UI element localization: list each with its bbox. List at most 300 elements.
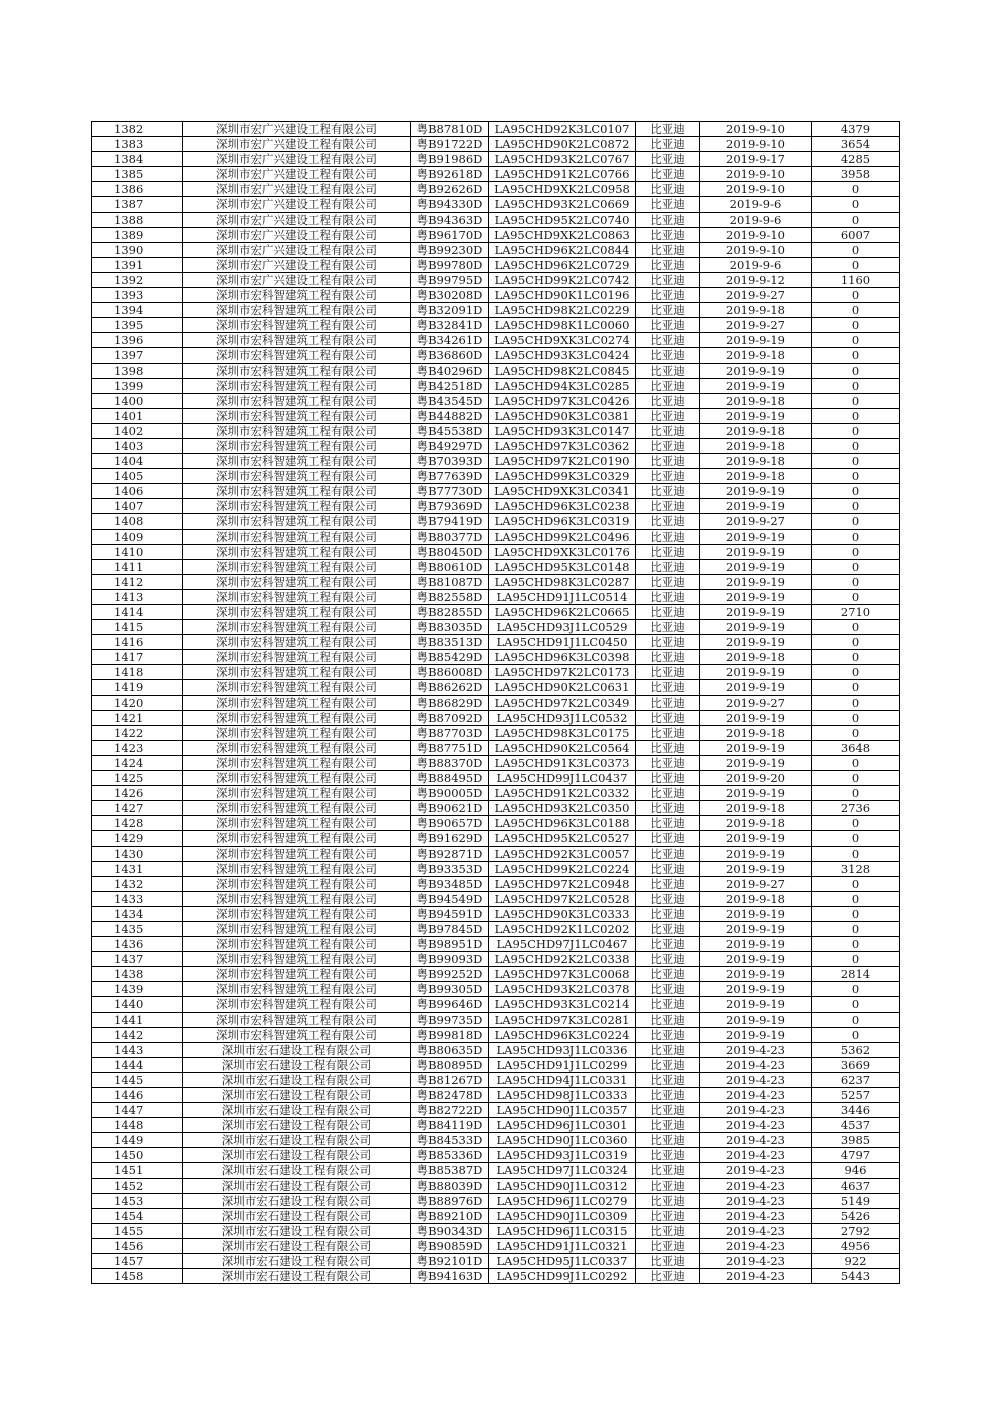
- company-name-cell: 深圳市宏科智建筑工程有限公司: [183, 816, 411, 831]
- company-name-cell: 深圳市宏科智建筑工程有限公司: [183, 801, 411, 816]
- date-cell: 2019-9-19: [700, 529, 812, 544]
- amount-cell: 0: [812, 891, 900, 906]
- brand-cell: 比亚迪: [636, 876, 700, 891]
- date-cell: 2019-9-19: [700, 665, 812, 680]
- amount-cell: 0: [812, 695, 900, 710]
- company-name-cell: 深圳市宏石建设工程有限公司: [183, 1163, 411, 1178]
- date-cell: 2019-9-19: [700, 967, 812, 982]
- date-cell: 2019-4-23: [700, 1193, 812, 1208]
- company-name-cell: 深圳市宏科智建筑工程有限公司: [183, 499, 411, 514]
- table-row: [92, 1088, 900, 1103]
- date-cell: 2019-9-18: [700, 348, 812, 363]
- row-number-cell: 1432: [92, 876, 183, 891]
- table-row: [92, 876, 900, 891]
- date-cell: 2019-4-23: [700, 1103, 812, 1118]
- plate-number-cell: 粤B82722D: [411, 1103, 489, 1118]
- brand-cell: 比亚迪: [636, 771, 700, 786]
- plate-number-cell: 粤B45538D: [411, 423, 489, 438]
- row-number-cell: 1402: [92, 423, 183, 438]
- amount-cell: 3985: [812, 1133, 900, 1148]
- table-row: [92, 589, 900, 604]
- company-name-cell: 深圳市宏科智建筑工程有限公司: [183, 408, 411, 423]
- date-cell: 2019-9-19: [700, 499, 812, 514]
- amount-cell: 0: [812, 982, 900, 997]
- date-cell: 2019-9-19: [700, 861, 812, 876]
- plate-number-cell: 粤B85429D: [411, 650, 489, 665]
- amount-cell: 5149: [812, 1193, 900, 1208]
- table-row: [92, 484, 900, 499]
- vin-cell: LA95CHD91K3LC0373: [489, 755, 636, 770]
- company-name-cell: 深圳市宏科智建筑工程有限公司: [183, 891, 411, 906]
- vin-cell: LA95CHD9XK3LC0341: [489, 484, 636, 499]
- brand-cell: 比亚迪: [636, 167, 700, 182]
- company-name-cell: 深圳市宏广兴建设工程有限公司: [183, 182, 411, 197]
- plate-number-cell: 粤B88976D: [411, 1193, 489, 1208]
- row-number-cell: 1421: [92, 710, 183, 725]
- vin-cell: LA95CHD97K3LC0068: [489, 967, 636, 982]
- date-cell: 2019-9-19: [700, 786, 812, 801]
- vin-cell: LA95CHD93J1LC0336: [489, 1042, 636, 1057]
- vin-cell: LA95CHD98K1LC0060: [489, 318, 636, 333]
- company-name-cell: 深圳市宏科智建筑工程有限公司: [183, 514, 411, 529]
- plate-number-cell: 粤B99252D: [411, 967, 489, 982]
- brand-cell: 比亚迪: [636, 1193, 700, 1208]
- date-cell: 2019-4-23: [700, 1269, 812, 1284]
- company-name-cell: 深圳市宏科智建筑工程有限公司: [183, 635, 411, 650]
- date-cell: 2019-9-27: [700, 695, 812, 710]
- vin-cell: LA95CHD90J1LC0357: [489, 1103, 636, 1118]
- company-name-cell: 深圳市宏石建设工程有限公司: [183, 1193, 411, 1208]
- amount-cell: 0: [812, 288, 900, 303]
- vin-cell: LA95CHD91J1LC0450: [489, 635, 636, 650]
- table-row: [92, 378, 900, 393]
- date-cell: 2019-9-18: [700, 891, 812, 906]
- amount-cell: 3446: [812, 1103, 900, 1118]
- table-row: [92, 846, 900, 861]
- date-cell: 2019-9-10: [700, 242, 812, 257]
- company-name-cell: 深圳市宏广兴建设工程有限公司: [183, 257, 411, 272]
- amount-cell: 0: [812, 952, 900, 967]
- amount-cell: 6007: [812, 227, 900, 242]
- plate-number-cell: 粤B97845D: [411, 921, 489, 936]
- table-row: [92, 333, 900, 348]
- plate-number-cell: 粤B87751D: [411, 740, 489, 755]
- date-cell: 2019-9-19: [700, 544, 812, 559]
- plate-number-cell: 粤B90621D: [411, 801, 489, 816]
- brand-cell: 比亚迪: [636, 906, 700, 921]
- plate-number-cell: 粤B94549D: [411, 891, 489, 906]
- company-name-cell: 深圳市宏科智建筑工程有限公司: [183, 348, 411, 363]
- date-cell: 2019-4-23: [700, 1254, 812, 1269]
- date-cell: 2019-9-19: [700, 378, 812, 393]
- table-row: [92, 1057, 900, 1072]
- vin-cell: LA95CHD92K3LC0107: [489, 122, 636, 137]
- brand-cell: 比亚迪: [636, 333, 700, 348]
- vin-cell: LA95CHD91J1LC0299: [489, 1057, 636, 1072]
- plate-number-cell: 粤B42518D: [411, 378, 489, 393]
- company-name-cell: 深圳市宏科智建筑工程有限公司: [183, 303, 411, 318]
- table-row: [92, 906, 900, 921]
- row-number-cell: 1426: [92, 786, 183, 801]
- amount-cell: 3958: [812, 167, 900, 182]
- vin-cell: LA95CHD90J1LC0309: [489, 1208, 636, 1223]
- plate-number-cell: 粤B84533D: [411, 1133, 489, 1148]
- vin-cell: LA95CHD96K3LC0188: [489, 816, 636, 831]
- brand-cell: 比亚迪: [636, 695, 700, 710]
- row-number-cell: 1391: [92, 257, 183, 272]
- amount-cell: 3654: [812, 137, 900, 152]
- date-cell: 2019-9-19: [700, 1027, 812, 1042]
- company-name-cell: 深圳市宏科智建筑工程有限公司: [183, 665, 411, 680]
- row-number-cell: 1439: [92, 982, 183, 997]
- plate-number-cell: 粤B43545D: [411, 393, 489, 408]
- brand-cell: 比亚迪: [636, 1133, 700, 1148]
- company-name-cell: 深圳市宏科智建筑工程有限公司: [183, 650, 411, 665]
- company-name-cell: 深圳市宏科智建筑工程有限公司: [183, 363, 411, 378]
- company-name-cell: 深圳市宏科智建筑工程有限公司: [183, 423, 411, 438]
- row-number-cell: 1408: [92, 514, 183, 529]
- plate-number-cell: 粤B84119D: [411, 1118, 489, 1133]
- date-cell: 2019-9-19: [700, 605, 812, 620]
- table-row: [92, 423, 900, 438]
- amount-cell: 0: [812, 755, 900, 770]
- plate-number-cell: 粤B36860D: [411, 348, 489, 363]
- brand-cell: 比亚迪: [636, 891, 700, 906]
- plate-number-cell: 粤B88370D: [411, 755, 489, 770]
- amount-cell: 0: [812, 378, 900, 393]
- row-number-cell: 1440: [92, 997, 183, 1012]
- date-cell: 2019-9-27: [700, 514, 812, 529]
- plate-number-cell: 粤B96170D: [411, 227, 489, 242]
- table-row: [92, 499, 900, 514]
- row-number-cell: 1447: [92, 1103, 183, 1118]
- amount-cell: 0: [812, 318, 900, 333]
- date-cell: 2019-4-23: [700, 1223, 812, 1238]
- vin-cell: LA95CHD99J1LC0437: [489, 771, 636, 786]
- table-row: [92, 1269, 900, 1284]
- plate-number-cell: 粤B90657D: [411, 816, 489, 831]
- vin-cell: LA95CHD96J1LC0279: [489, 1193, 636, 1208]
- brand-cell: 比亚迪: [636, 1027, 700, 1042]
- table-row: [92, 695, 900, 710]
- brand-cell: 比亚迪: [636, 1103, 700, 1118]
- vin-cell: LA95CHD92K3LC0057: [489, 846, 636, 861]
- vin-cell: LA95CHD95K2LC0740: [489, 212, 636, 227]
- brand-cell: 比亚迪: [636, 408, 700, 423]
- vehicle-table-body: [92, 122, 900, 1284]
- amount-cell: 0: [812, 197, 900, 212]
- amount-cell: 0: [812, 499, 900, 514]
- plate-number-cell: 粤B82478D: [411, 1088, 489, 1103]
- amount-cell: 5426: [812, 1208, 900, 1223]
- company-name-cell: 深圳市宏科智建筑工程有限公司: [183, 921, 411, 936]
- table-row: [92, 348, 900, 363]
- amount-cell: 0: [812, 454, 900, 469]
- row-number-cell: 1382: [92, 122, 183, 137]
- plate-number-cell: 粤B92101D: [411, 1254, 489, 1269]
- vin-cell: LA95CHD90K3LC0333: [489, 906, 636, 921]
- brand-cell: 比亚迪: [636, 846, 700, 861]
- row-number-cell: 1417: [92, 650, 183, 665]
- brand-cell: 比亚迪: [636, 997, 700, 1012]
- amount-cell: 0: [812, 725, 900, 740]
- table-row: [92, 740, 900, 755]
- company-name-cell: 深圳市宏石建设工程有限公司: [183, 1042, 411, 1057]
- vin-cell: LA95CHD99K2LC0224: [489, 861, 636, 876]
- brand-cell: 比亚迪: [636, 242, 700, 257]
- row-number-cell: 1414: [92, 605, 183, 620]
- vin-cell: LA95CHD90J1LC0360: [489, 1133, 636, 1148]
- date-cell: 2019-9-10: [700, 227, 812, 242]
- row-number-cell: 1435: [92, 921, 183, 936]
- date-cell: 2019-9-18: [700, 816, 812, 831]
- plate-number-cell: 粤B98951D: [411, 937, 489, 952]
- company-name-cell: 深圳市宏科智建筑工程有限公司: [183, 906, 411, 921]
- plate-number-cell: 粤B49297D: [411, 438, 489, 453]
- plate-number-cell: 粤B91629D: [411, 831, 489, 846]
- brand-cell: 比亚迪: [636, 574, 700, 589]
- row-number-cell: 1406: [92, 484, 183, 499]
- vin-cell: LA95CHD96K3LC0238: [489, 499, 636, 514]
- amount-cell: 4379: [812, 122, 900, 137]
- vin-cell: LA95CHD98K2LC0229: [489, 303, 636, 318]
- row-number-cell: 1441: [92, 1012, 183, 1027]
- amount-cell: 0: [812, 544, 900, 559]
- table-row: [92, 438, 900, 453]
- date-cell: 2019-9-18: [700, 303, 812, 318]
- vehicle-table: [91, 121, 900, 1284]
- date-cell: 2019-9-27: [700, 288, 812, 303]
- date-cell: 2019-9-20: [700, 771, 812, 786]
- row-number-cell: 1455: [92, 1223, 183, 1238]
- amount-cell: 3128: [812, 861, 900, 876]
- company-name-cell: 深圳市宏科智建筑工程有限公司: [183, 771, 411, 786]
- amount-cell: 0: [812, 484, 900, 499]
- brand-cell: 比亚迪: [636, 1148, 700, 1163]
- brand-cell: 比亚迪: [636, 227, 700, 242]
- brand-cell: 比亚迪: [636, 348, 700, 363]
- vin-cell: LA95CHD96K3LC0398: [489, 650, 636, 665]
- brand-cell: 比亚迪: [636, 725, 700, 740]
- brand-cell: 比亚迪: [636, 484, 700, 499]
- plate-number-cell: 粤B82855D: [411, 605, 489, 620]
- date-cell: 2019-9-17: [700, 152, 812, 167]
- brand-cell: 比亚迪: [636, 861, 700, 876]
- vin-cell: LA95CHD96J1LC0301: [489, 1118, 636, 1133]
- date-cell: 2019-9-18: [700, 423, 812, 438]
- brand-cell: 比亚迪: [636, 801, 700, 816]
- company-name-cell: 深圳市宏科智建筑工程有限公司: [183, 469, 411, 484]
- amount-cell: 0: [812, 212, 900, 227]
- table-row: [92, 1223, 900, 1238]
- company-name-cell: 深圳市宏科智建筑工程有限公司: [183, 318, 411, 333]
- table-row: [92, 982, 900, 997]
- brand-cell: 比亚迪: [636, 831, 700, 846]
- plate-number-cell: 粤B32091D: [411, 303, 489, 318]
- row-number-cell: 1450: [92, 1148, 183, 1163]
- company-name-cell: 深圳市宏广兴建设工程有限公司: [183, 122, 411, 137]
- amount-cell: 0: [812, 846, 900, 861]
- date-cell: 2019-4-23: [700, 1118, 812, 1133]
- row-number-cell: 1383: [92, 137, 183, 152]
- company-name-cell: 深圳市宏广兴建设工程有限公司: [183, 152, 411, 167]
- row-number-cell: 1393: [92, 288, 183, 303]
- plate-number-cell: 粤B91722D: [411, 137, 489, 152]
- vin-cell: LA95CHD94J1LC0331: [489, 1072, 636, 1087]
- row-number-cell: 1416: [92, 635, 183, 650]
- plate-number-cell: 粤B99735D: [411, 1012, 489, 1027]
- amount-cell: 0: [812, 529, 900, 544]
- date-cell: 2019-9-19: [700, 921, 812, 936]
- amount-cell: 0: [812, 635, 900, 650]
- date-cell: 2019-9-19: [700, 408, 812, 423]
- amount-cell: 4956: [812, 1238, 900, 1253]
- amount-cell: 3648: [812, 740, 900, 755]
- company-name-cell: 深圳市宏广兴建设工程有限公司: [183, 242, 411, 257]
- plate-number-cell: 粤B82558D: [411, 589, 489, 604]
- row-number-cell: 1420: [92, 695, 183, 710]
- amount-cell: 1160: [812, 272, 900, 287]
- plate-number-cell: 粤B99093D: [411, 952, 489, 967]
- date-cell: 2019-9-10: [700, 182, 812, 197]
- row-number-cell: 1384: [92, 152, 183, 167]
- row-number-cell: 1388: [92, 212, 183, 227]
- vin-cell: LA95CHD9XK2LC0958: [489, 182, 636, 197]
- company-name-cell: 深圳市宏科智建筑工程有限公司: [183, 967, 411, 982]
- amount-cell: 0: [812, 423, 900, 438]
- company-name-cell: 深圳市宏科智建筑工程有限公司: [183, 861, 411, 876]
- date-cell: 2019-9-19: [700, 906, 812, 921]
- company-name-cell: 深圳市宏科智建筑工程有限公司: [183, 288, 411, 303]
- plate-number-cell: 粤B94330D: [411, 197, 489, 212]
- vin-cell: LA95CHD9XK3LC0176: [489, 544, 636, 559]
- date-cell: 2019-4-23: [700, 1057, 812, 1072]
- brand-cell: 比亚迪: [636, 620, 700, 635]
- brand-cell: 比亚迪: [636, 1178, 700, 1193]
- table-row: [92, 182, 900, 197]
- brand-cell: 比亚迪: [636, 967, 700, 982]
- company-name-cell: 深圳市宏科智建筑工程有限公司: [183, 710, 411, 725]
- brand-cell: 比亚迪: [636, 318, 700, 333]
- table-row: [92, 257, 900, 272]
- vin-cell: LA95CHD99J1LC0292: [489, 1269, 636, 1284]
- vin-cell: LA95CHD97K3LC0426: [489, 393, 636, 408]
- vin-cell: LA95CHD90K3LC0381: [489, 408, 636, 423]
- date-cell: 2019-9-19: [700, 846, 812, 861]
- vin-cell: LA95CHD93K2LC0767: [489, 152, 636, 167]
- brand-cell: 比亚迪: [636, 1042, 700, 1057]
- brand-cell: 比亚迪: [636, 393, 700, 408]
- brand-cell: 比亚迪: [636, 1057, 700, 1072]
- brand-cell: 比亚迪: [636, 454, 700, 469]
- amount-cell: 2710: [812, 605, 900, 620]
- vin-cell: LA95CHD92K1LC0202: [489, 921, 636, 936]
- row-number-cell: 1386: [92, 182, 183, 197]
- plate-number-cell: 粤B92626D: [411, 182, 489, 197]
- table-row: [92, 605, 900, 620]
- amount-cell: 6237: [812, 1072, 900, 1087]
- vin-cell: LA95CHD97K2LC0528: [489, 891, 636, 906]
- company-name-cell: 深圳市宏科智建筑工程有限公司: [183, 786, 411, 801]
- date-cell: 2019-4-23: [700, 1163, 812, 1178]
- company-name-cell: 深圳市宏石建设工程有限公司: [183, 1178, 411, 1193]
- amount-cell: 946: [812, 1163, 900, 1178]
- table-row: [92, 1012, 900, 1027]
- brand-cell: 比亚迪: [636, 1012, 700, 1027]
- brand-cell: 比亚迪: [636, 423, 700, 438]
- brand-cell: 比亚迪: [636, 1238, 700, 1253]
- amount-cell: 5257: [812, 1088, 900, 1103]
- date-cell: 2019-9-18: [700, 469, 812, 484]
- table-row: [92, 665, 900, 680]
- date-cell: 2019-4-23: [700, 1072, 812, 1087]
- plate-number-cell: 粤B88039D: [411, 1178, 489, 1193]
- table-row: [92, 454, 900, 469]
- table-row: [92, 635, 900, 650]
- table-row: [92, 408, 900, 423]
- plate-number-cell: 粤B80610D: [411, 559, 489, 574]
- table-row: [92, 393, 900, 408]
- table-row: [92, 921, 900, 936]
- plate-number-cell: 粤B83513D: [411, 635, 489, 650]
- date-cell: 2019-9-27: [700, 876, 812, 891]
- company-name-cell: 深圳市宏石建设工程有限公司: [183, 1088, 411, 1103]
- vin-cell: LA95CHD99K2LC0496: [489, 529, 636, 544]
- plate-number-cell: 粤B77730D: [411, 484, 489, 499]
- row-number-cell: 1390: [92, 242, 183, 257]
- brand-cell: 比亚迪: [636, 197, 700, 212]
- row-number-cell: 1428: [92, 816, 183, 831]
- brand-cell: 比亚迪: [636, 137, 700, 152]
- amount-cell: 0: [812, 589, 900, 604]
- vin-cell: LA95CHD95J1LC0337: [489, 1254, 636, 1269]
- company-name-cell: 深圳市宏石建设工程有限公司: [183, 1254, 411, 1269]
- date-cell: 2019-9-19: [700, 680, 812, 695]
- amount-cell: 0: [812, 514, 900, 529]
- company-name-cell: 深圳市宏广兴建设工程有限公司: [183, 137, 411, 152]
- vin-cell: LA95CHD98K2LC0845: [489, 363, 636, 378]
- brand-cell: 比亚迪: [636, 755, 700, 770]
- brand-cell: 比亚迪: [636, 1118, 700, 1133]
- date-cell: 2019-9-19: [700, 559, 812, 574]
- table-row: [92, 1163, 900, 1178]
- date-cell: 2019-9-6: [700, 197, 812, 212]
- company-name-cell: 深圳市宏广兴建设工程有限公司: [183, 197, 411, 212]
- vin-cell: LA95CHD90K2LC0872: [489, 137, 636, 152]
- brand-cell: 比亚迪: [636, 1269, 700, 1284]
- vin-cell: LA95CHD9XK2LC0863: [489, 227, 636, 242]
- amount-cell: 0: [812, 876, 900, 891]
- table-row: [92, 1208, 900, 1223]
- amount-cell: 0: [812, 393, 900, 408]
- plate-number-cell: 粤B86262D: [411, 680, 489, 695]
- table-row: [92, 242, 900, 257]
- row-number-cell: 1403: [92, 438, 183, 453]
- row-number-cell: 1396: [92, 333, 183, 348]
- company-name-cell: 深圳市宏科智建筑工程有限公司: [183, 1027, 411, 1042]
- vin-cell: LA95CHD98J1LC0333: [489, 1088, 636, 1103]
- company-name-cell: 深圳市宏石建设工程有限公司: [183, 1133, 411, 1148]
- amount-cell: 2814: [812, 967, 900, 982]
- date-cell: 2019-9-19: [700, 574, 812, 589]
- amount-cell: 2736: [812, 801, 900, 816]
- company-name-cell: 深圳市宏科智建筑工程有限公司: [183, 484, 411, 499]
- row-number-cell: 1407: [92, 499, 183, 514]
- plate-number-cell: 粤B40296D: [411, 363, 489, 378]
- table-row: [92, 514, 900, 529]
- company-name-cell: 深圳市宏科智建筑工程有限公司: [183, 574, 411, 589]
- plate-number-cell: 粤B87810D: [411, 122, 489, 137]
